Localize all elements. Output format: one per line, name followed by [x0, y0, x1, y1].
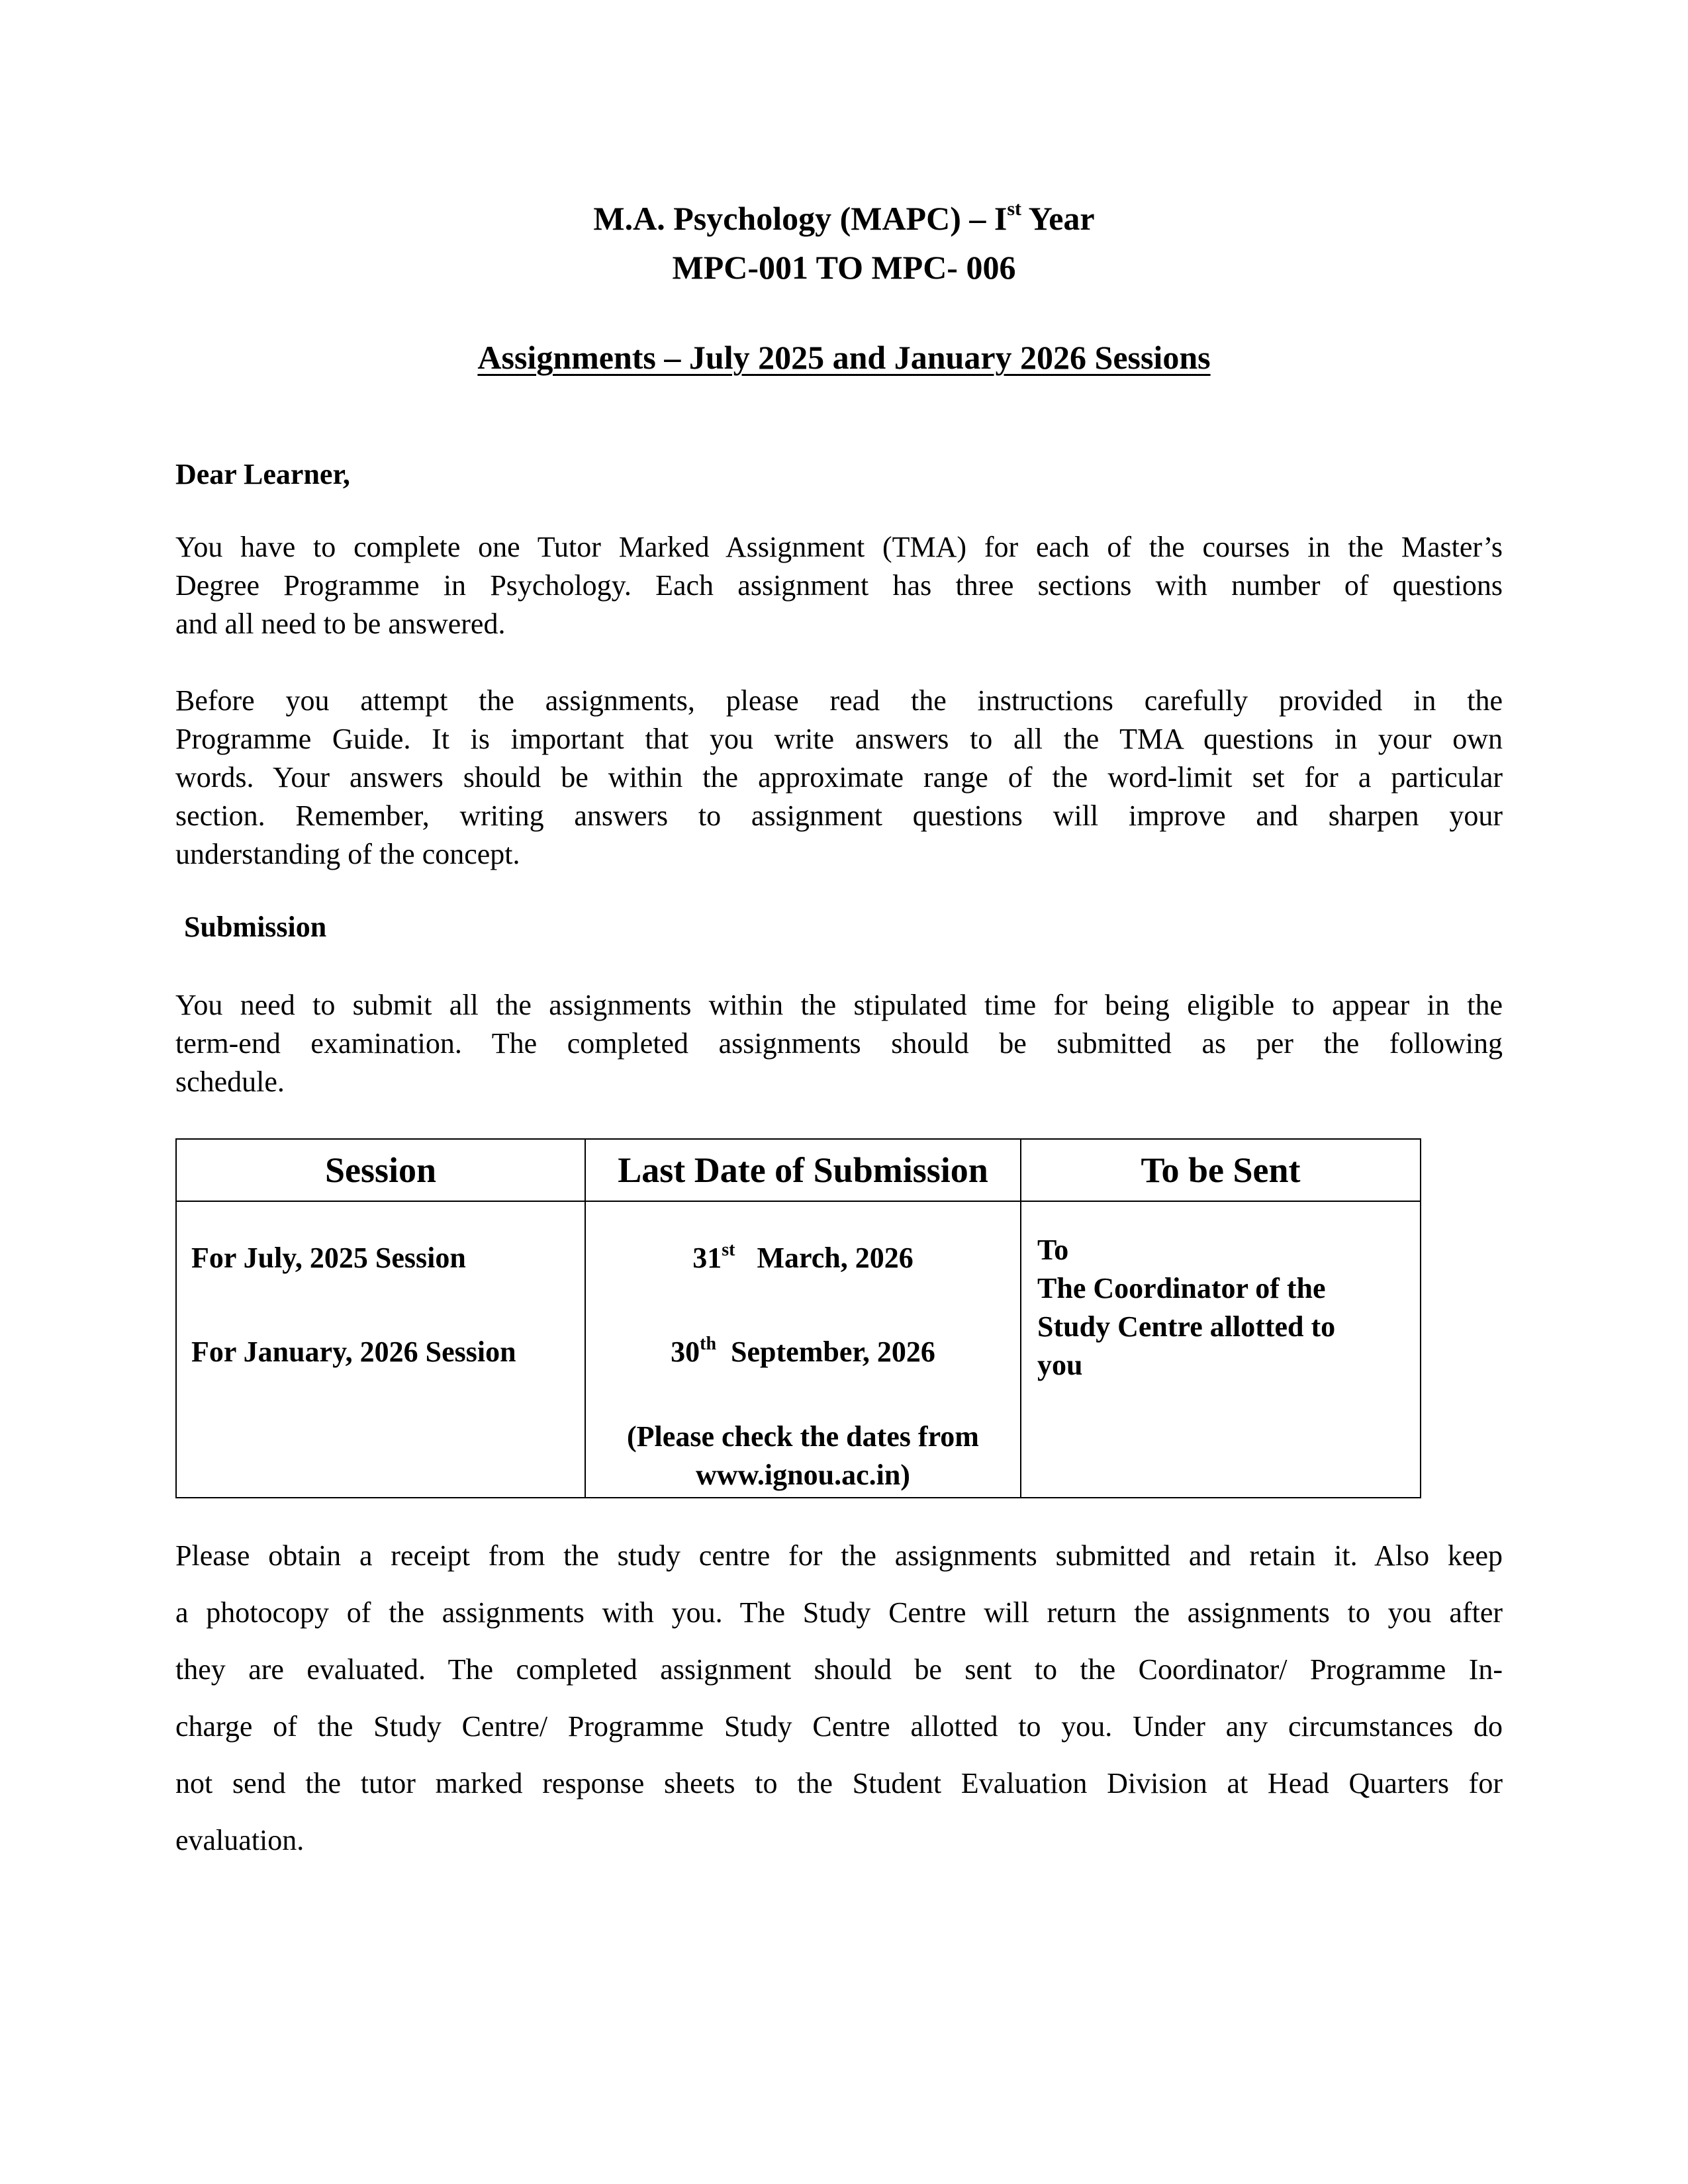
programme-title	[0, 199, 1688, 238]
receipt-paragraph	[175, 1527, 1503, 1869]
date-month-year: September, 2026	[731, 1336, 935, 1368]
programme-title-year: Year	[1021, 200, 1095, 237]
salutation: Dear Learner,	[175, 458, 350, 490]
date-ordinal-suffix: th	[700, 1334, 717, 1355]
paragraph-line: term-end examination. The completed assignments should be submitted as per the following	[175, 1027, 1503, 1060]
date-july-session	[586, 1239, 1020, 1277]
paragraph-line: You need to submit all the assignments within the stipulated time for being eligible to appear in the	[175, 989, 1503, 1021]
header-session: Session	[176, 1139, 585, 1201]
course-range-title: MPC-001 TO MPC- 006	[672, 249, 1016, 286]
table-row	[176, 1201, 1421, 1498]
paragraph-line: understanding of the concept.	[175, 838, 520, 870]
year-ordinal-suffix: st	[1007, 198, 1021, 220]
header-last-date: Last Date of Submission	[585, 1139, 1021, 1201]
date-month-year: March, 2026	[757, 1242, 914, 1274]
date-ordinal-suffix: st	[722, 1240, 735, 1261]
to-be-sent-cell	[1021, 1201, 1421, 1498]
paragraph-line: not send the tutor marked response sheets to the Student Evaluation Division at Head Quarters for	[175, 1767, 1503, 1799]
submission-heading: Submission	[184, 911, 327, 943]
session-cell	[176, 1201, 585, 1498]
date-january-session	[586, 1333, 1020, 1371]
sent-to-line: Study Centre allotted to	[1037, 1310, 1336, 1343]
programme-title-text: M.A. Psychology (MAPC) – I	[593, 200, 1008, 237]
paragraph-line: schedule.	[175, 1066, 285, 1098]
submission-schedule-table	[175, 1138, 1421, 1498]
date-note-line: (Please check the dates from	[627, 1420, 979, 1453]
paragraph-line: Programme Guide. It is important that you write answers to all the TMA questions in your own	[175, 723, 1503, 755]
paragraph-line: section. Remember, writing answers to assignment questions will improve and sharpen your	[175, 799, 1503, 832]
date-day: 30	[671, 1336, 700, 1368]
sent-to-line: To	[1037, 1234, 1069, 1266]
intro-paragraph	[175, 528, 1503, 643]
paragraph-line: a photocopy of the assignments with you. The Study Centre will return the assignments to you after	[175, 1596, 1503, 1629]
instructions-paragraph	[175, 682, 1503, 874]
paragraph-line: words. Your answers should be within the approximate range of the word-limit set for a particular	[175, 761, 1503, 794]
last-date-cell	[585, 1201, 1021, 1498]
paragraph-line: evaluation.	[175, 1824, 305, 1856]
paragraph-line: You have to complete one Tutor Marked Assignment (TMA) for each of the courses in the Master’s	[175, 531, 1503, 563]
date-note-website: www.ignou.ac.in)	[696, 1459, 910, 1491]
paragraph-line: Degree Programme in Psychology. Each assignment has three sections with number of questions	[175, 569, 1503, 602]
table-header-row	[176, 1139, 1421, 1201]
sent-to-line: you	[1037, 1349, 1083, 1381]
paragraph-line: Before you attempt the assignments, please read the instructions carefully provided in the	[175, 684, 1503, 717]
paragraph-line: and all need to be answered.	[175, 608, 506, 640]
session-january-2026: For January, 2026 Session	[191, 1336, 516, 1368]
paragraph-line: charge of the Study Centre/ Programme Study Centre allotted to you. Under any circumstances do	[175, 1710, 1503, 1743]
sent-to-line: The Coordinator of the	[1037, 1272, 1326, 1304]
paragraph-line: Please obtain a receipt from the study centre for the assignments submitted and retain it. Also keep	[175, 1539, 1503, 1572]
paragraph-line: they are evaluated. The completed assignment should be sent to the Coordinator/ Programme In-	[175, 1653, 1503, 1686]
submission-paragraph	[175, 986, 1503, 1101]
session-july-2025: For July, 2025 Session	[191, 1242, 466, 1274]
sessions-heading: Assignments – July 2025 and January 2026 Sessions	[477, 339, 1211, 376]
date-day: 31	[692, 1242, 722, 1274]
header-to-be-sent: To be Sent	[1021, 1139, 1421, 1201]
